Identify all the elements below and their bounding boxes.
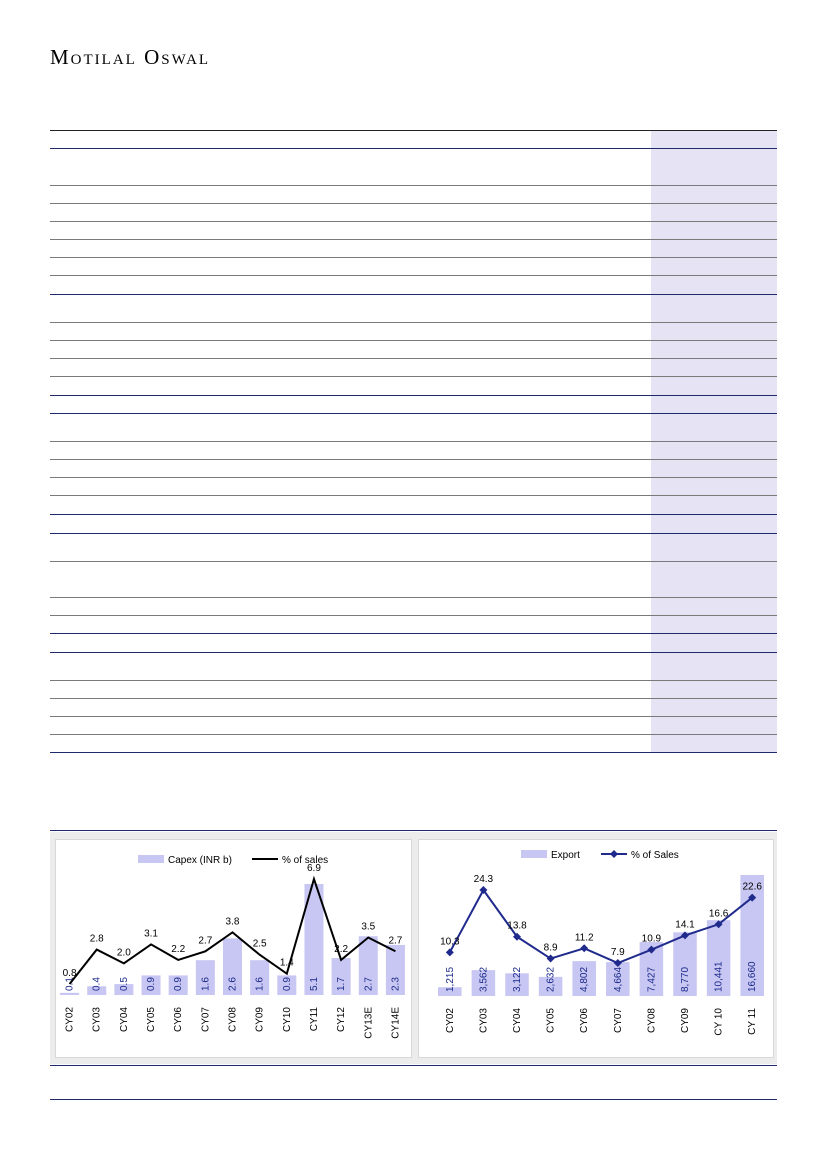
table-rule: [50, 652, 777, 653]
bar-value-label: 1.6: [254, 977, 266, 991]
line-value-label: 10.3: [440, 936, 460, 948]
x-tick-label: CY09: [680, 1008, 691, 1034]
x-tick-label: CY11: [308, 1007, 320, 1032]
bar-value-label: 0.9: [173, 977, 185, 991]
bar-value-label: 3,122: [512, 966, 523, 992]
table-rule: [50, 185, 777, 186]
legend-label: % of sales: [282, 855, 329, 866]
table-rule: [50, 358, 777, 359]
line-value-label: 22.6: [742, 881, 762, 893]
table-rule: [50, 716, 777, 717]
line-value-label: 11.2: [574, 932, 594, 944]
bar-value-label: 0.9: [281, 977, 293, 991]
export-chart: [419, 840, 773, 1057]
legend-swatch-bar: [521, 850, 547, 858]
line-value-label: 0.8: [62, 968, 77, 979]
line-value-label: 2.2: [171, 943, 186, 955]
table-rule: [50, 203, 777, 204]
capex-chart: [56, 840, 411, 1057]
table-rule: [50, 698, 777, 699]
bar-value-label: 2.6: [227, 977, 239, 991]
x-tick-label: CY 11: [747, 1008, 759, 1035]
x-tick-label: CY05: [545, 1008, 557, 1034]
line-value-label: 2.0: [116, 947, 131, 959]
line-value-label: 2.5: [252, 938, 267, 950]
line-value-label: 2.7: [388, 935, 403, 947]
line-value-label: 8.9: [543, 942, 558, 954]
x-tick-label: CY13E: [363, 1007, 375, 1039]
bar-value-label: 2,632: [545, 966, 557, 992]
line-value-label: 2.8: [89, 933, 104, 945]
bar-value-label: 5.1: [308, 977, 320, 991]
table-rule: [50, 734, 777, 735]
bar-value-label: 4,664: [612, 966, 624, 992]
table-rule: [50, 514, 777, 515]
legend-swatch-bar: [138, 855, 164, 863]
bar-value-label: 0.4: [91, 977, 103, 991]
table-rule: [50, 752, 777, 753]
table-rule: [50, 294, 777, 295]
x-tick-label: CY04: [512, 1008, 523, 1034]
legend-label: Capex (INR b): [168, 855, 232, 866]
table-rule: [50, 495, 777, 496]
data-table: [50, 130, 777, 754]
x-tick-label: CY03: [91, 1007, 103, 1033]
table-rule: [50, 615, 777, 616]
x-tick-label: CY03: [478, 1008, 490, 1034]
table-rule: [50, 441, 777, 442]
bar-value-label: 1,215: [444, 966, 456, 992]
highlight-column: [651, 131, 777, 753]
x-tick-label: CY04: [118, 1007, 130, 1033]
line-value-label: 6.9: [307, 863, 321, 874]
bar-value-label: 8,770: [680, 966, 691, 992]
table-rule: [50, 633, 777, 634]
table-rule: [50, 395, 777, 396]
bar-value-label: 0.9: [146, 977, 158, 991]
legend-label: Export: [551, 850, 580, 861]
line-value-label: 7.9: [610, 947, 625, 958]
bar-value-label: 4,802: [579, 966, 591, 992]
line-value-label: 2.2: [334, 943, 349, 955]
bar-value-label: 3,562: [478, 966, 490, 992]
table-rule: [50, 322, 777, 323]
x-tick-label: CY08: [646, 1008, 658, 1034]
x-tick-label: CY09: [254, 1007, 266, 1033]
x-tick-label: CY06: [579, 1008, 591, 1034]
line-marker: [580, 944, 588, 952]
chart-box-left: [55, 839, 412, 1058]
x-tick-label: CY06: [173, 1007, 185, 1033]
footer-rule: [50, 1099, 777, 1100]
bar-value-label: 2.7: [363, 977, 375, 991]
table-rule: [50, 597, 777, 598]
line-value-label: 1.4: [279, 957, 294, 969]
line-marker: [446, 948, 454, 956]
line-value-label: 14.1: [675, 919, 695, 931]
x-tick-label: CY05: [146, 1007, 158, 1033]
bar-value-label: 0.5: [118, 977, 130, 991]
line-value-label: 2.7: [198, 935, 213, 947]
bar: [60, 993, 79, 995]
bar-value-label: 16,660: [747, 961, 759, 992]
line-value-label: 16.6: [708, 908, 729, 920]
table-rule: [50, 239, 777, 240]
chart-box-right: [418, 839, 774, 1058]
bar-value-label: 10,441: [713, 961, 725, 992]
table-rule: [50, 376, 777, 377]
table-rule: [50, 340, 777, 341]
x-tick-label: CY 10: [713, 1008, 725, 1036]
x-tick-label: CY08: [227, 1007, 239, 1033]
line-value-label: 10.9: [641, 933, 662, 945]
table-rule: [50, 477, 777, 478]
line-value-label: 3.1: [144, 928, 158, 940]
legend-marker: [610, 850, 618, 858]
bar-value-label: 1.7: [336, 977, 348, 991]
table-rule: [50, 459, 777, 460]
x-tick-label: CY10: [281, 1007, 293, 1033]
table-rule: [50, 561, 777, 562]
table-rule: [50, 533, 777, 534]
bar-value-label: 7,427: [646, 966, 658, 992]
table-rule: [50, 130, 777, 131]
table-rule: [50, 221, 777, 222]
line-value-label: 24.3: [473, 874, 494, 885]
x-tick-label: CY02: [64, 1007, 76, 1033]
line-value-label: 3.8: [225, 916, 240, 928]
line-value-label: 13.8: [507, 920, 527, 932]
line-value-label: 3.5: [361, 921, 376, 933]
bar-value-label: 2.3: [390, 977, 402, 991]
bar-value-label: 1.6: [200, 977, 212, 991]
legend-label: % of Sales: [631, 850, 679, 861]
x-tick-label: CY12: [336, 1007, 348, 1033]
x-tick-label: CY07: [200, 1007, 212, 1033]
table-rule: [50, 680, 777, 681]
table-rule: [50, 275, 777, 276]
table-rule: [50, 257, 777, 258]
section-rule: [50, 1065, 777, 1066]
x-tick-label: CY02: [444, 1008, 456, 1034]
table-rule: [50, 148, 777, 149]
section-rule: [50, 830, 777, 831]
bar-value-label: 0.1: [64, 977, 76, 991]
x-tick-label: CY14E: [390, 1007, 402, 1039]
table-rule: [50, 413, 777, 414]
x-tick-label: CY07: [612, 1008, 624, 1034]
brand-logo: Motilal Oswal: [50, 45, 211, 69]
